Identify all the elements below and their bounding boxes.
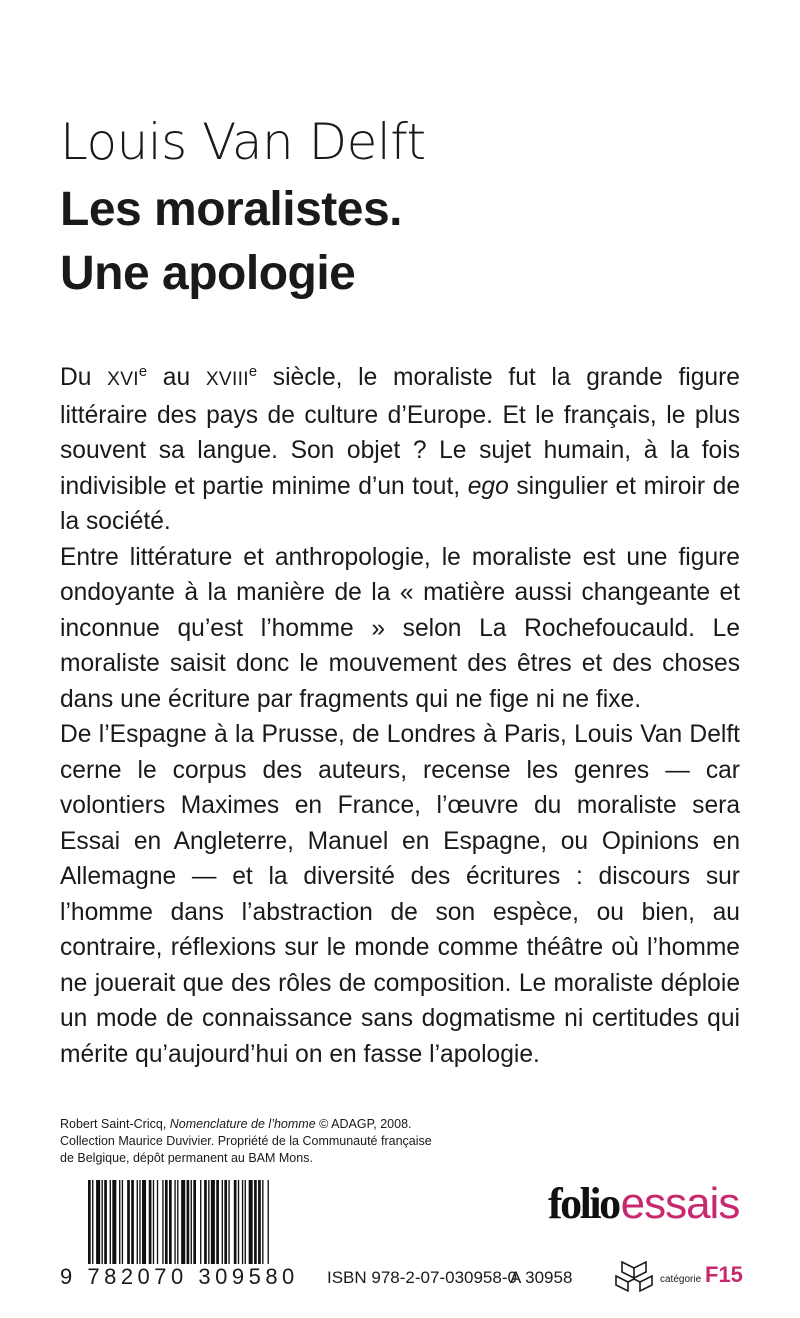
barcode-bar [88,1180,91,1264]
title-line-1: Les moralistes. [60,183,402,236]
barcode-bar [157,1180,158,1264]
barcode-bar [153,1180,154,1264]
barcode-bar [254,1180,257,1264]
barcode-bar [234,1180,237,1264]
barcode-bar [181,1180,185,1264]
credits-artwork-title: Nomenclature de l’homme [169,1117,316,1131]
barcode-bar [222,1180,223,1264]
barcode-bar [110,1180,111,1264]
article-code: A 30958 [510,1268,573,1287]
barcode-bar [96,1180,100,1264]
barcode-bar [228,1180,229,1264]
barcode-bar [112,1180,116,1264]
barcode-bar [174,1180,175,1264]
back-cover-blurb [60,360,740,1072]
barcode-bar [137,1180,138,1264]
barcode-bar [119,1180,120,1264]
title-line-2: Une apologie [60,247,356,300]
blurb-paragraph-2: Entre littérature et anthropologie, le moraliste est une figure ondoyante à la manière de la « matière aussi changeante et inconnue qu’est l’homme » selon La Rochefoucauld. Le moraliste saisit donc le mouvement des êtres et des choses dans une écriture par fragments qui ne fige ni ne fixe. [60,543,740,713]
barcode-bar [127,1180,130,1264]
barcode-bar [208,1180,209,1264]
credits-text: Robert Saint-Cricq, [60,1117,170,1131]
brand-folio: folio [548,1179,619,1228]
barcode-bar [200,1180,201,1264]
isbn: ISBN 978-2-07-030958-0 [327,1268,517,1287]
barcode-bar [262,1180,263,1264]
barcode-bar [131,1180,134,1264]
italic-term: ego [467,472,509,500]
blurb-paragraph-3: De l’Espagne à la Prusse, de Londres à Paris, Louis Van Delft cerne le corpus des auteurs, recense les genres — car volontiers Maximes en France, l’œuvre du moraliste sera Essai en Angleterre, Manuel en Espagne, ou Opinions en Allemagne — et la diversité des écritures : discours sur l’homme dans l’abstraction de son espèce, ou bien, au contraire, réflexions sur le monde comme théâtre où l’homme ne jouerait que des rôles de composition. Le moraliste déploie un mode de connaissance sans dogmatisme ni certitudes qui mérite qu’aujourd’hui on en fasse l’apologie. [60,721,740,1068]
barcode-bar [102,1180,103,1264]
barcode-bar [211,1180,215,1264]
barcode-bar [165,1180,168,1264]
barcode-digits: 9 782070 309580 [60,1264,299,1289]
blurb-text: au [147,364,206,391]
century-numeral: XVIII [205,369,249,390]
category-code: F15 [705,1262,743,1287]
image-credits [60,1116,560,1167]
superscript: e [138,363,148,380]
blurb-text: singulier et miroir de la société. [60,472,740,535]
barcode-bar [169,1180,172,1264]
author-name: Louis Van Delft [60,113,426,171]
barcode-bar [187,1180,190,1264]
barcode-bar [104,1180,107,1264]
barcode-bar [249,1180,253,1264]
barcode-bar [149,1180,152,1264]
barcode-bar [258,1180,261,1264]
gallimard-book-logo-icon [614,1258,654,1294]
barcode-bar [216,1180,219,1264]
barcode-bar [122,1180,123,1264]
folio-essais-logo [548,1178,739,1229]
barcode-bar [204,1180,207,1264]
brand-essais: essais [620,1179,740,1228]
blurb-text: siècle, le moraliste fut la grande figure littéraire des pays de culture d’Europe. Et le français, le plus souvent sa langue. Son objet ? Le sujet humain, à la fois indivisible et partie minime d’un tout, [60,364,740,500]
credits-line-1 [60,1116,560,1133]
barcode-bar [238,1180,239,1264]
blurb-text: Du [60,364,108,391]
barcode-bar [193,1180,196,1264]
book-title [60,178,402,306]
barcode-bar [268,1180,269,1264]
category-label: catégorie [660,1274,702,1285]
barcode-bar [245,1180,246,1264]
superscript: e [248,363,258,380]
barcode-bar [92,1180,93,1264]
barcode-bar [139,1180,140,1264]
barcode-bar [142,1180,146,1264]
barcode-bar [191,1180,192,1264]
barcode-bar [224,1180,227,1264]
blurb-paragraph-1 [60,360,740,540]
credits-line-3: de Belgique, dépôt permanent au BAM Mons. [60,1151,313,1165]
century-numeral: XVI [107,369,139,390]
barcode [88,1180,318,1264]
barcode-bar [242,1180,243,1264]
barcode-bar [177,1180,178,1264]
credits-line-2: Collection Maurice Duvivier. Propriété de la Communauté française [60,1134,432,1148]
barcode-bar [162,1180,163,1264]
credits-text: © ADAGP, 2008. [315,1117,412,1131]
